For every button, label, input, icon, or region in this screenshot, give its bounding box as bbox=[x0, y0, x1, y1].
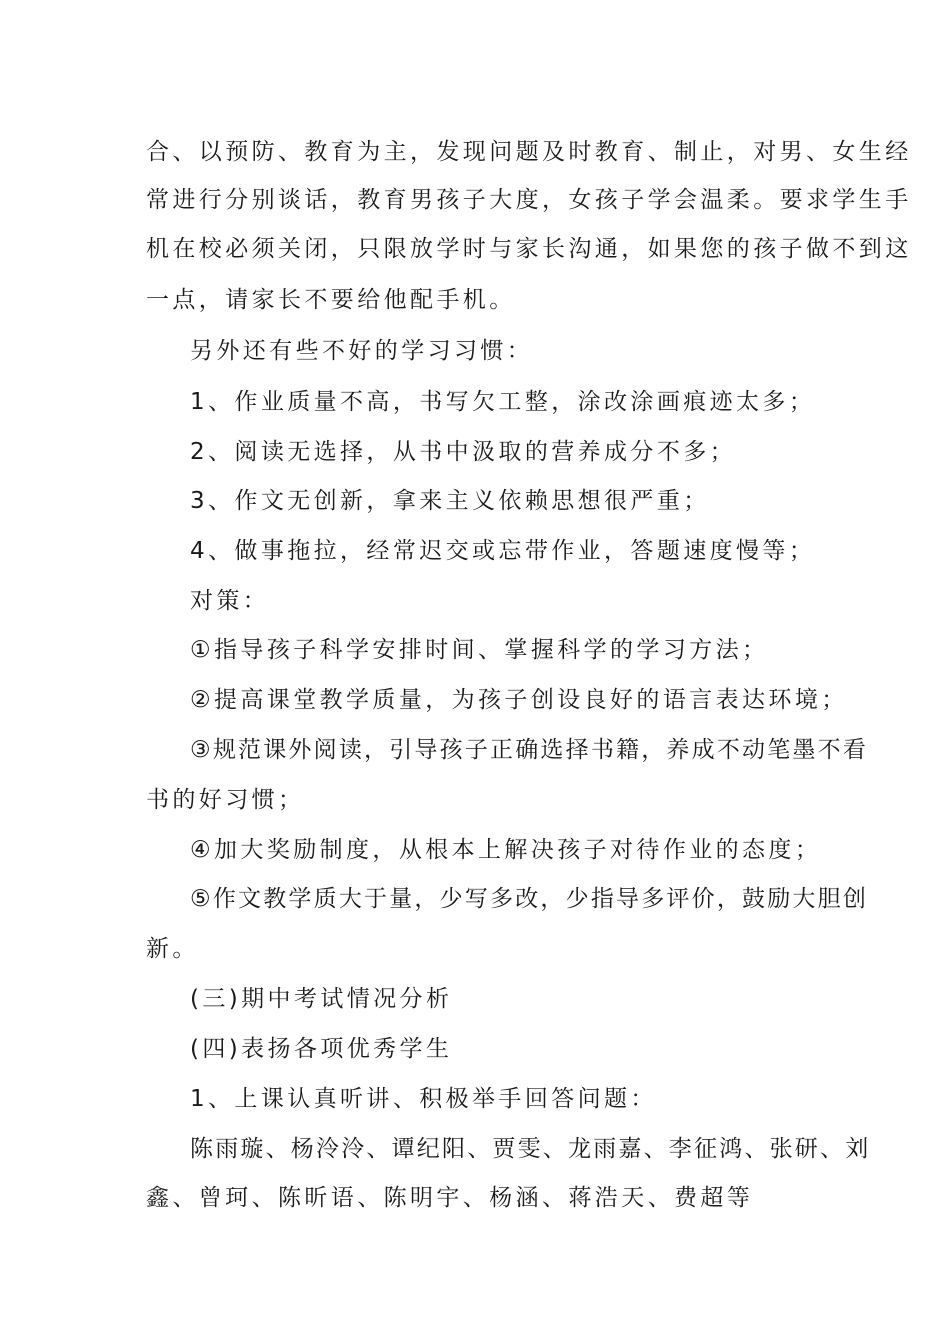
list-item: 1、作业质量不高，书写欠工整，涂改涂画痕迹太多； bbox=[190, 389, 816, 415]
paragraph-line: 另外还有些不好的学习习惯： bbox=[190, 338, 534, 364]
paragraph-line: 常进行分别谈话，教育男孩子大度，女孩子学会温柔。要求学生手 bbox=[146, 187, 912, 213]
paragraph-line: 新。 bbox=[146, 936, 199, 962]
section-heading: (四)表扬各项优秀学生 bbox=[190, 1036, 453, 1062]
list-item: ③规范课外阅读，引导孩子正确选择书籍，养成不动笔墨不看 bbox=[190, 737, 869, 763]
paragraph-line: 书的好习惯； bbox=[146, 787, 305, 813]
list-item: 2、阅读无选择，从书中汲取的营养成分不多； bbox=[190, 439, 737, 465]
list-item: 1、上课认真听讲、积极举手回答问题： bbox=[190, 1086, 657, 1112]
section-heading: (三)期中考试情况分析 bbox=[190, 986, 453, 1012]
paragraph-line: 一点，请家长不要给他配手机。 bbox=[146, 287, 516, 313]
list-item: ②提高课堂教学质量，为孩子创设良好的语言表达环境； bbox=[190, 687, 848, 713]
paragraph-line: 合、以预防、教育为主，发现问题及时教育、制止，对男、女生经 bbox=[146, 139, 912, 165]
paragraph-line: 机在校必须关闭，只限放学时与家长沟通，如果您的孩子做不到这 bbox=[146, 236, 912, 262]
student-names: 陈雨璇、杨泠泠、谭纪阳、贾雯、龙雨嘉、李征鸿、张研、刘 bbox=[190, 1136, 871, 1162]
student-names: 鑫、曾珂、陈昕语、陈明宇、杨涵、蒋浩天、费超等 bbox=[146, 1185, 754, 1211]
section-label: 对策： bbox=[190, 588, 270, 614]
list-item: ④加大奖励制度，从根本上解决孩子对待作业的态度； bbox=[190, 837, 822, 863]
list-item: ①指导孩子科学安排时间、掌握科学的学习方法； bbox=[190, 637, 769, 663]
list-item: ⑤作文教学质大于量，少写多改，少指导多评价，鼓励大胆创 bbox=[190, 886, 869, 912]
list-item: 3、作文无创新，拿来主义依赖思想很严重； bbox=[190, 488, 710, 514]
list-item: 4、做事拖拉，经常迟交或忘带作业，答题速度慢等； bbox=[190, 538, 816, 564]
